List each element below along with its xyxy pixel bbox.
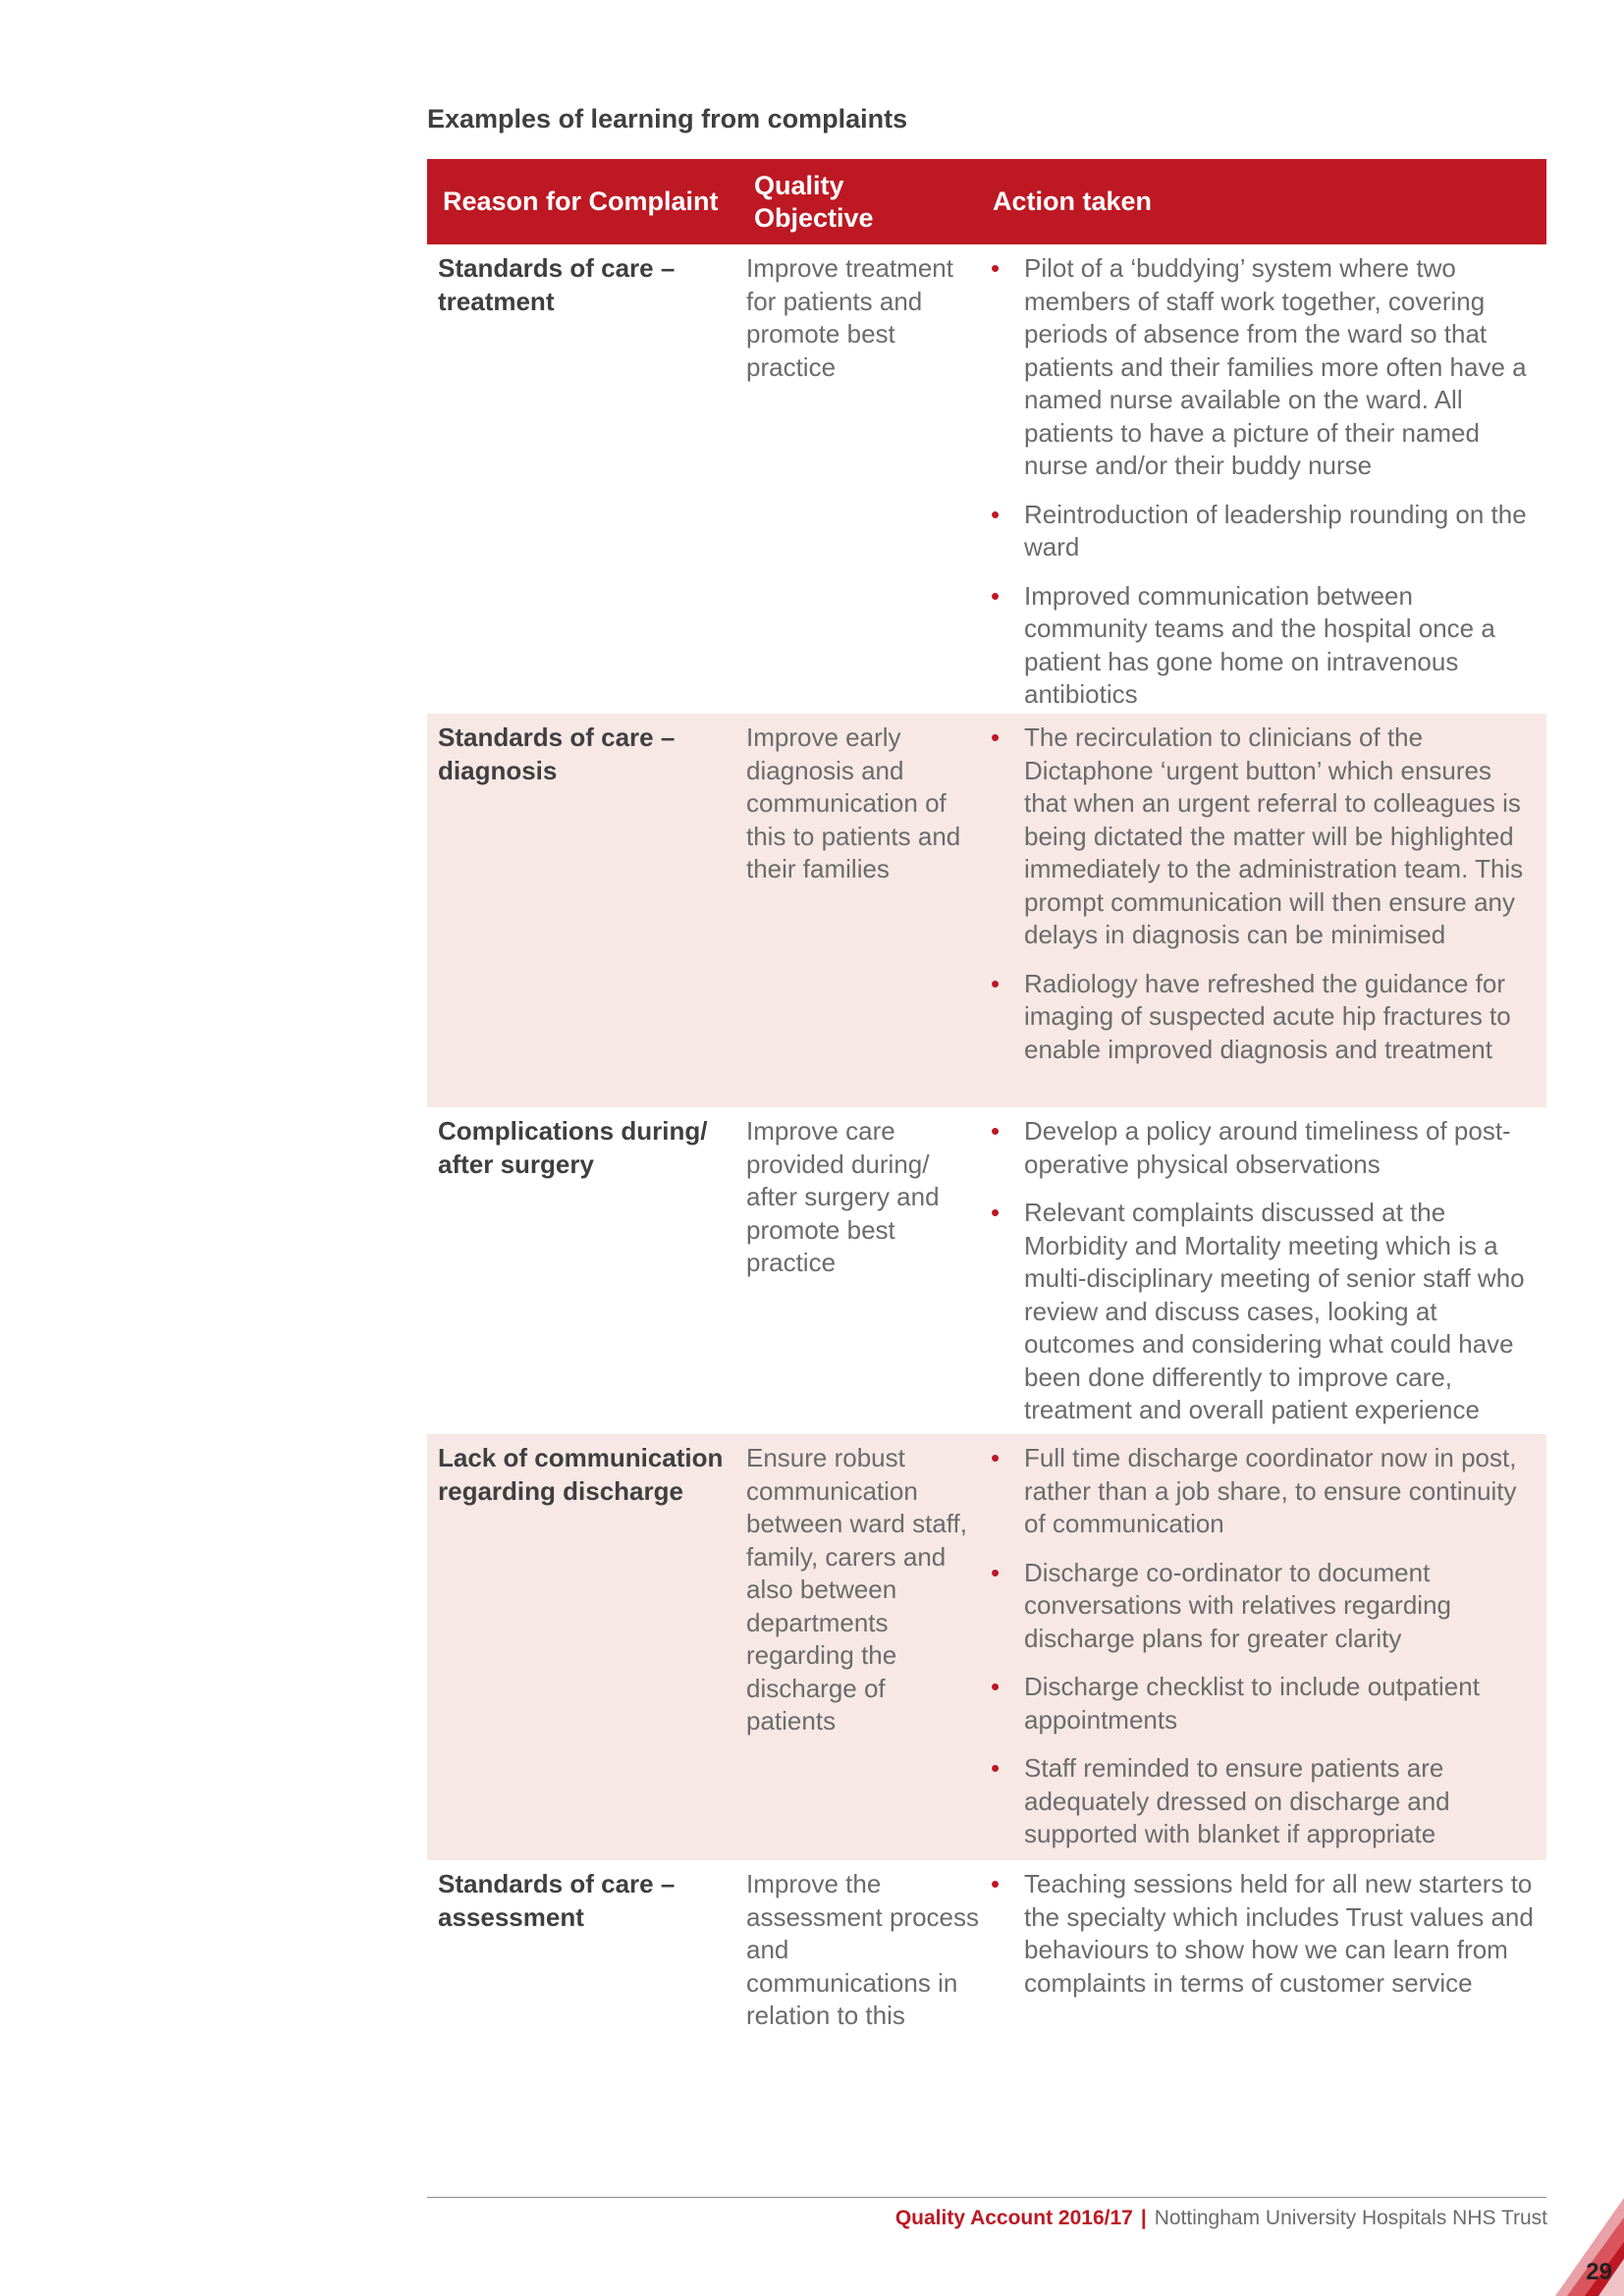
reason-cell: Complications during/ after surgery — [438, 1116, 708, 1179]
bullet-icon: • — [991, 1116, 1001, 1146]
table-row — [427, 244, 1546, 714]
bullet-icon: • — [991, 1753, 1001, 1783]
action-cell — [987, 1115, 1546, 1430]
table-row — [427, 1434, 1546, 1860]
header-action: Action taken — [993, 187, 1153, 216]
bullet-icon: • — [991, 580, 1001, 611]
action-item: • Full time discharge coordinator now in post, rather than a job share, to ensure continuity of communication — [991, 1443, 1517, 1538]
objective-cell: Ensure robust communication between ward staff, family, carers and also between departments regarding the discharge of patients — [746, 1443, 967, 1735]
action-item: • Pilot of a ‘buddying’ system where two members of staff work together, covering periods of absence from the ward so that patients and their families more often have a named nurse available on the ward. All patients to have a picture of their named nurse and/or their buddy nurse — [991, 253, 1527, 480]
footer-separator: | — [1140, 2207, 1147, 2229]
action-item: • Discharge co-ordinator to document conversations with relatives regarding discharge plans for greater clarity — [991, 1557, 1451, 1653]
action-item: • Teaching sessions held for all new starters to the specialty which includes Trust values and behaviours to show how we can learn from complaints in terms of customer service — [991, 1869, 1534, 1998]
action-item: • The recirculation to clinicians of the Dictaphone ‘urgent button’ which ensures that when an urgent referral to colleagues is being dictated the matter will be highlighted immediately to the administration team. This prompt communication will then ensure any delays in diagnosis can be minimised — [991, 722, 1524, 949]
publication-title: Quality Account 2016/17 — [894, 2207, 1133, 2229]
bullet-icon: • — [991, 1672, 1001, 1701]
action-cell — [987, 1442, 1546, 1856]
reason-cell: Lack of communication regarding discharge — [438, 1443, 724, 1506]
header-objective — [746, 170, 987, 235]
action-item: • Develop a policy around timeliness of post-operative physical observations — [991, 1116, 1511, 1179]
action-item: • Radiology have refreshed the guidance for imaging of suspected acute hip fractures to enable improved diagnosis and treatment — [991, 968, 1511, 1064]
page-number: 29 — [1586, 2259, 1612, 2285]
page-heading: Examples of learning from complaints — [427, 104, 908, 133]
table-row — [427, 1107, 1546, 1434]
header-reason: Reason for Complaint — [443, 187, 719, 216]
action-cell — [987, 252, 1546, 710]
organisation-name: Nottingham University Hospitals NHS Trust — [1154, 2207, 1547, 2229]
reason-cell: Standards of care – diagnosis — [438, 722, 676, 785]
bullet-icon: • — [991, 1869, 1001, 1898]
table-row — [427, 714, 1546, 1107]
table-row — [427, 1860, 1546, 2037]
footer-divider — [427, 2197, 1546, 2198]
bullet-icon: • — [991, 1198, 1001, 1227]
action-item: • Reintroduction of leadership rounding on the ward — [991, 499, 1527, 561]
table-header — [427, 159, 1546, 244]
bullet-icon: • — [991, 722, 1001, 752]
objective-cell: Improve early diagnosis and communication of this to patients and their families — [746, 722, 961, 883]
bullet-icon: • — [991, 1443, 1001, 1472]
action-cell — [987, 721, 1546, 1103]
objective-cell: Improve the assessment process and communications in relation to this — [746, 1869, 979, 2030]
action-item: • Staff reminded to ensure patients are adequately dressed on discharge and supported with blanket if appropriate — [991, 1753, 1450, 1848]
action-item: • Discharge checklist to include outpatient appointments — [991, 1672, 1480, 1735]
complaints-table — [427, 159, 1546, 2037]
objective-cell: Improve care provided during/ after surgery and promote best practice — [746, 1116, 940, 1277]
objective-cell: Improve treatment for patients and promote best practice — [746, 253, 953, 382]
bullet-icon: • — [991, 1557, 1001, 1587]
header-objective-line2: Objective — [754, 202, 874, 233]
action-item: • Relevant complaints discussed at the Morbidity and Mortality meeting which is a multi-disciplinary meeting of senior staff who review and discuss cases, looking at outcomes and considering what could have been done differently to improve care, treatment and overall patient experience — [991, 1198, 1525, 1424]
page-footer — [895, 2207, 1547, 2230]
action-cell — [987, 1868, 1546, 2033]
header-objective-line1: Quality — [754, 170, 844, 200]
bullet-icon: • — [991, 499, 1001, 529]
reason-cell: Standards of care – assessment — [438, 1869, 676, 1932]
reason-cell: Standards of care – treatment — [438, 253, 676, 316]
action-item: • Improved communication between community teams and the hospital once a patient has gone home on intravenous antibiotics — [991, 580, 1495, 709]
bullet-icon: • — [991, 968, 1001, 998]
bullet-icon: • — [991, 253, 1001, 283]
